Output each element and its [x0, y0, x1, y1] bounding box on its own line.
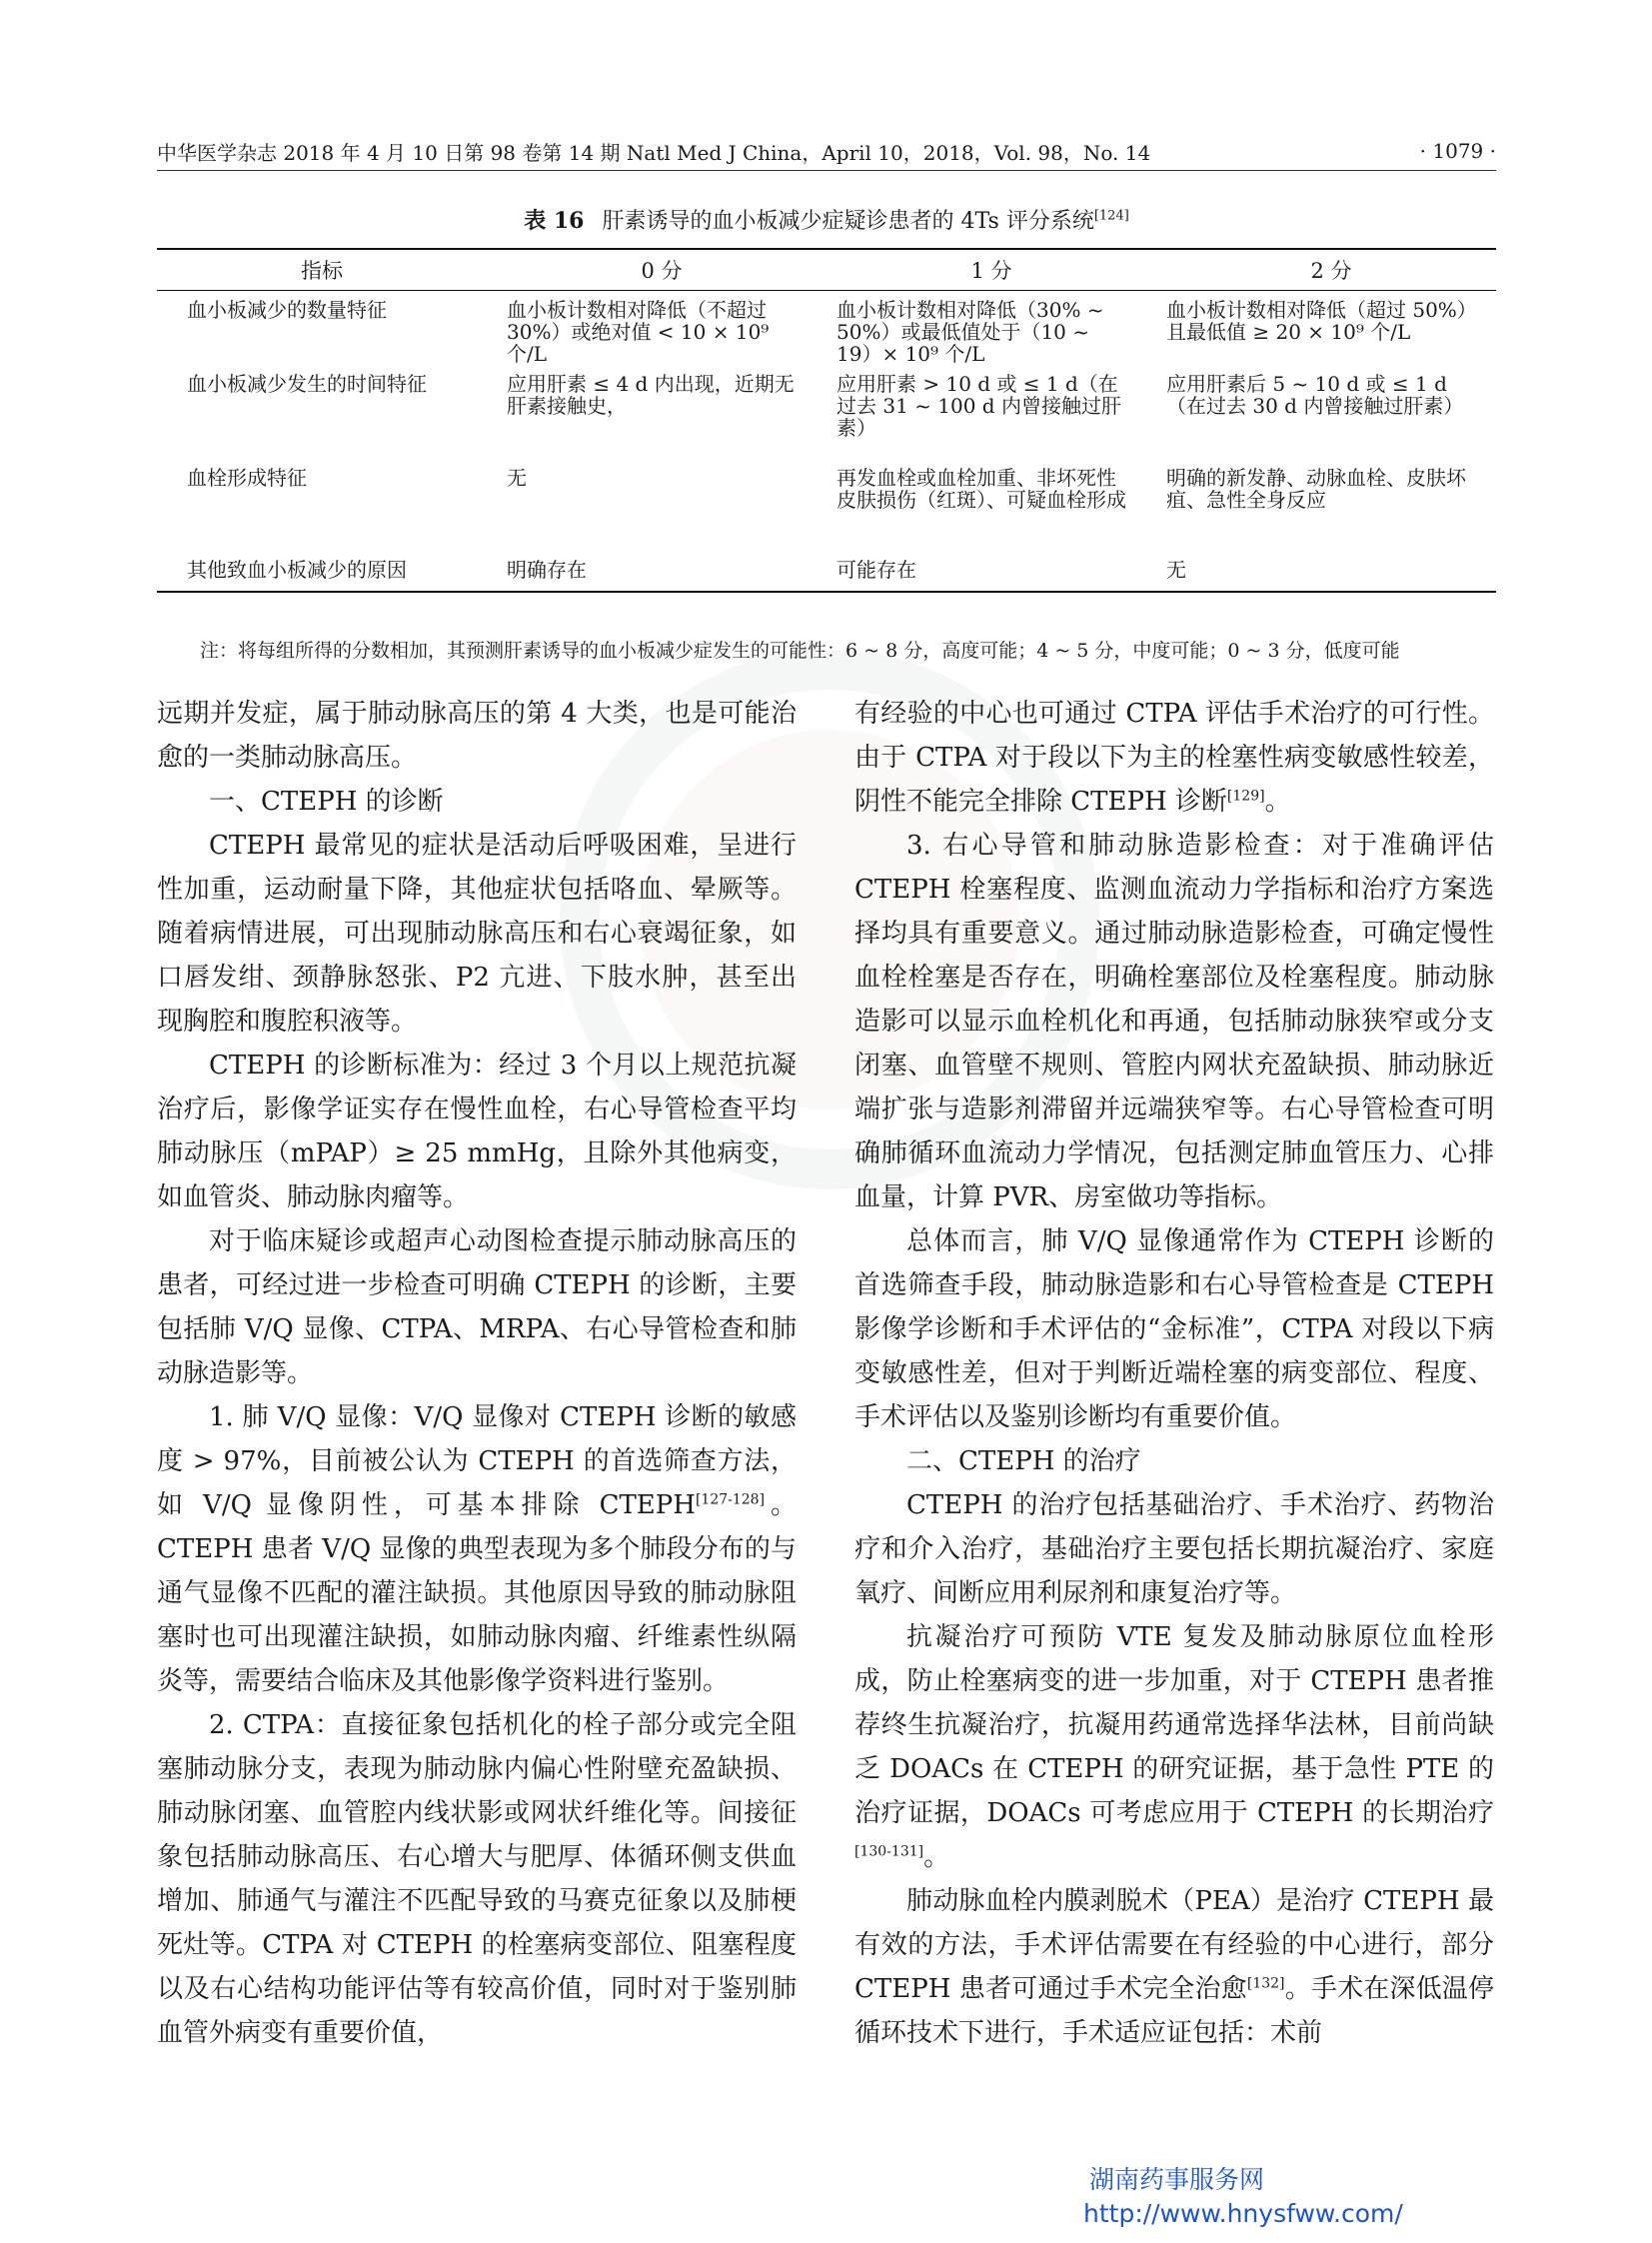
right-column	[854, 692, 1494, 2055]
paragraph-text: 。手术在深低温停循环技术下进行，手术适应证包括：术前	[854, 1974, 1494, 2048]
table-note: 注：将每组所得的分数相加，其预测肝素诱导的血小板减少症发生的可能性：6 ~ 8 分，高度可能；4 ~ 5 分，中度可能；0 ~ 3 分，低度可能	[200, 640, 1400, 662]
paragraph	[157, 1395, 797, 1703]
journal-info: 中华医学杂志 2018 年 4 月 10 日第 98 卷第 14 期 Natl Med J China，April 10，2018，Vol. 98，No. 14	[157, 140, 1151, 165]
paragraph: CTEPH 的诊断标准为：经过 3 个月以上规范抗凝治疗后，影像学证实存在慢性血栓，右心导管检查平均肺动脉压（mPAP）≥ 25 mmHg，且除外其他病变，如血管炎、肺动脉肉瘤等。	[157, 1051, 797, 1212]
citation: [130-131]	[854, 1843, 924, 1860]
header-score-1: 1 分	[970, 259, 1012, 283]
paragraph-text: 肺动脉血栓内膜剥脱术（PEA）是治疗 CTEPH 最有效的方法，手术评估需要在有经验的中心进行，部分 CTEPH 患者可通过手术完全治愈	[854, 1886, 1494, 2004]
row-score-2: 明确的新发静、动脉血栓、皮肤坏疽、急性全身反应	[1166, 466, 1466, 512]
row-score-1: 血小板计数相对降低（30% ~ 50%）或最低值处于（10 ~ 19）× 10⁹ 个/L	[836, 298, 1104, 366]
paragraph-text: 1. 肺 V/Q 显像：V/Q 显像对 CTEPH 诊断的敏感度 > 97%，目前被公认为 CTEPH 的首选筛查方法，如 V/Q 显像阴性，可基本排除 CTEPH	[157, 1402, 797, 1520]
table-row	[157, 559, 1496, 591]
table-caption: 肝素诱导的血小板减少症疑诊患者的 4Ts 评分系统	[602, 209, 1094, 234]
section-heading: 二、CTEPH 的治疗	[906, 1446, 1141, 1476]
paragraph-text: 。CTEPH 患者 V/Q 显像的典型表现为多个肺段分布的与通气显像不匹配的灌注缺损。其他原因导致的肺动脉阻塞时也可出现灌注缺损，如肺动脉肉瘤、纤维素性纵隔炎等，需要结合临床及其他影像学资料进行鉴别。	[157, 1490, 797, 1696]
page-number: · 1079 ·	[1419, 139, 1496, 163]
paragraph	[854, 692, 1494, 824]
table-rule-bottom	[157, 591, 1496, 593]
row-score-0: 应用肝素 ≤ 4 d 内出现，近期无肝素接触史，	[507, 372, 795, 418]
paragraph: 3. 右心导管和肺动脉造影检查：对于准确评估 CTEPH 栓塞程度、监测血流动力学指标和治疗方案选择均具有重要意义。通过肺动脉造影检查，可确定慢性血栓栓塞是否存在，明确栓塞部位及栓塞程度。肺动脉造影可以显示血栓机化和再通，包括肺动脉狭窄或分支闭塞、血管壁不规则、管腔内网状充盈缺损、肺动脉近端扩张与造影剂滞留并远端狭窄等。右心导管检查可明确肺循环血流动力学情况，包括测定肺血管压力、心排血量，计算 PVR、房室做功等指标。	[854, 831, 1494, 1212]
header-indicator: 指标	[301, 259, 343, 283]
paragraph-text: 抗凝治疗可预防 VTE 复发及肺动脉原位血栓形成，防止栓塞病变的进一步加重，对于 CTEPH 患者推荐终生抗凝治疗，抗凝用药通常选择华法林，目前尚缺乏 DOACs 在 CTEPH 的研究证据，基于急性 PTE 的治疗证据，DOACs 可考虑应用于 CTEPH 的长期治疗	[854, 1622, 1494, 1828]
row-indicator: 其他致血小板减少的原因	[187, 558, 407, 582]
table-title	[157, 204, 1496, 235]
citation: [129]	[1226, 788, 1265, 805]
table-header-row	[157, 250, 1496, 290]
row-score-2: 应用肝素后 5 ~ 10 d 或 ≤ 1 d（在过去 30 d 内曾接触过肝素）	[1166, 372, 1464, 418]
running-header	[157, 134, 1496, 168]
table-row	[157, 373, 1496, 467]
score-table	[157, 248, 1496, 593]
row-score-2: 血小板计数相对降低（超过 50%）且最低值 ≥ 20 × 10⁹ 个/L	[1166, 298, 1467, 344]
site-name: 湖南药事服务网	[1089, 2165, 1265, 2194]
row-score-0: 无	[507, 466, 527, 490]
paragraph: 对于临床疑诊或超声心动图检查提示肺动脉高压的患者，可经过进一步检查可明确 CTEPH 的诊断，主要包括肺 V/Q 显像、CTPA、MRPA、右心导管检查和肺动脉造影等。	[157, 1226, 797, 1388]
row-indicator: 血小板减少的数量特征	[187, 298, 387, 322]
site-url: http://www.hnysfww.com/	[1083, 2199, 1403, 2228]
header-score-2: 2 分	[1310, 259, 1352, 283]
row-score-1: 再发血栓或血栓加重、非坏死性皮肤损伤（红斑）、可疑血栓形成	[836, 466, 1126, 512]
table-row	[157, 299, 1496, 373]
paragraph: 远期并发症，属于肺动脉高压的第 4 大类，也是可能治愈的一类肺动脉高压。	[157, 699, 797, 773]
site-watermark	[1083, 2163, 1403, 2231]
paragraph: CTEPH 的治疗包括基础治疗、手术治疗、药物治疗和介入治疗，基础治疗主要包括长期抗凝治疗、家庭氧疗、间断应用利尿剂和康复治疗等。	[854, 1490, 1494, 1608]
table-label: 表 16	[524, 208, 585, 234]
citation: [132]	[1246, 1975, 1285, 1992]
row-score-0: 明确存在	[507, 558, 587, 582]
row-score-0: 血小板计数相对降低（不超过 30%）或绝对值 < 10 × 10⁹ 个/L	[507, 298, 770, 366]
paragraph-text: 。	[1264, 787, 1291, 817]
paragraph: CTEPH 最常见的症状是活动后呼吸困难，呈进行性加重，运动耐量下降，其他症状包括咯血、晕厥等。随着病情进展，可出现肺动脉高压和右心衰竭征象，如口唇发绀、颈静脉怒张、P2 亢进、下肢水肿，甚至出现胸腔和腹腔积液等。	[157, 831, 797, 1037]
row-indicator: 血栓形成特征	[187, 466, 307, 490]
paragraph: 总体而言，肺 V/Q 显像通常作为 CTEPH 诊断的首选筛查手段，肺动脉造影和右心导管检查是 CTEPH 影像学诊断和手术评估的“金标准”，CTPA 对段以下病变敏感性差，但对于判断近端栓塞的病变部位、程度、手术评估以及鉴别诊断均有重要价值。	[854, 1226, 1494, 1432]
table-rule-mid	[157, 290, 1496, 291]
row-score-2: 无	[1166, 558, 1186, 582]
section-heading: 一、CTEPH 的诊断	[209, 787, 444, 817]
row-indicator: 血小板减少发生的时间特征	[187, 372, 427, 396]
paragraph	[854, 1615, 1494, 1879]
row-score-1: 应用肝素 > 10 d 或 ≤ 1 d（在过去 31 ~ 100 d 内曾接触过肝素）	[836, 372, 1121, 440]
paragraph-text: 。	[923, 1842, 950, 1872]
header-score-0: 0 分	[641, 259, 683, 283]
paragraph-text: 有经验的中心也可通过 CTPA 评估手术治疗的可行性。由于 CTPA 对于段以下为主的栓塞性病变敏感性较差，阴性不能完全排除 CTEPH 诊断	[854, 699, 1494, 817]
citation: [127-128]	[695, 1491, 766, 1508]
paragraph	[854, 1879, 1494, 2055]
paragraph: 2. CTPA：直接征象包括机化的栓子部分或完全阻塞肺动脉分支，表现为肺动脉内偏心性附壁充盈缺损、肺动脉闭塞、血管腔内线状影或网状纤维化等。间接征象包括肺动脉高压、右心增大与肥厚、体循环侧支供血增加、肺通气与灌注不匹配导致的马赛克征象以及肺梗死灶等。CTPA 对 CTEPH 的栓塞病变部位、阻塞程度以及右心结构功能评估等有较高价值，同时对于鉴别肺血管外病变有重要价值，	[157, 1710, 797, 2048]
table-ref: [124]	[1093, 208, 1129, 224]
header-rule	[157, 170, 1496, 171]
row-score-1: 可能存在	[836, 558, 916, 582]
table-row	[157, 467, 1496, 559]
left-column	[157, 692, 797, 2055]
